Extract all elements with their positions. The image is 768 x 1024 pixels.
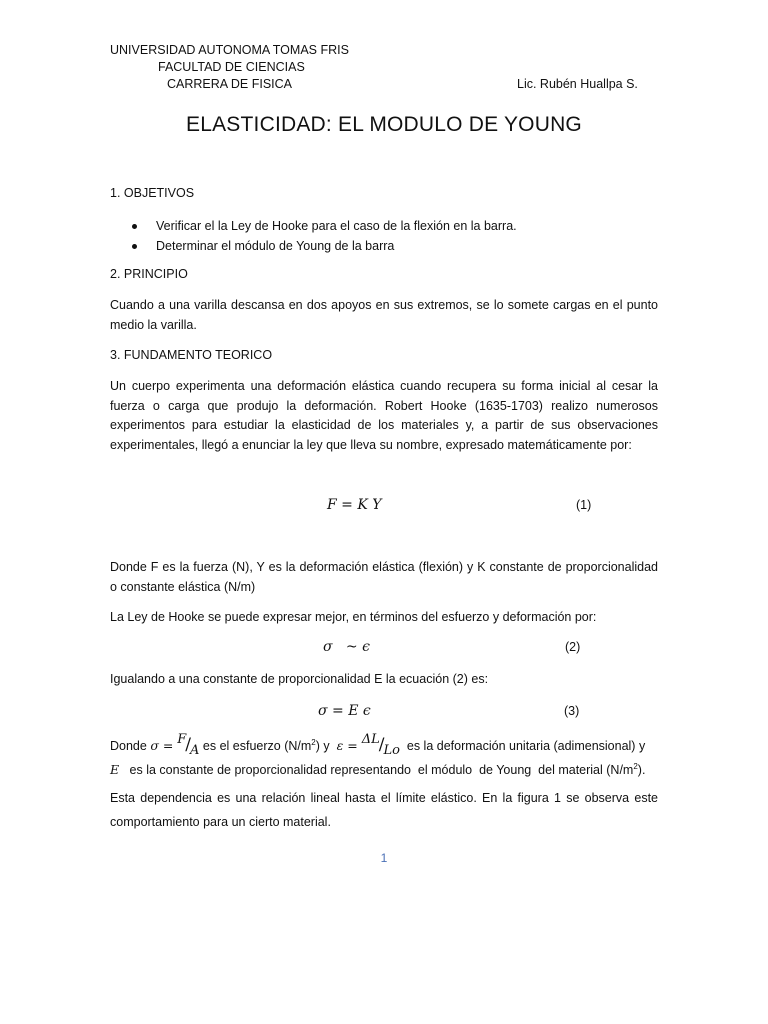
header-career: CARRERA DE FISICA: [167, 77, 293, 91]
equation-2: σ ~ ϵ: [323, 639, 370, 655]
header-author: Lic. Rubén Huallpa S.: [517, 77, 638, 91]
page-number: 1: [380, 851, 388, 865]
fraction-denominator: Lo: [383, 743, 400, 758]
text-fragment: ) y: [315, 739, 337, 753]
objectives-list: [130, 216, 517, 256]
principio-paragraph: Cuando a una varilla descansa en dos apoyos en sus extremos, se lo somete cargas en el punto medio la varilla.: [110, 298, 658, 332]
young-modulus-symbol: E: [110, 762, 120, 778]
document-title: ELASTICIDAD: EL MODULO DE YOUNG: [186, 113, 582, 136]
text-fragment: Donde: [110, 739, 151, 753]
strain-fraction: ΔL/Lo: [361, 732, 400, 758]
fraction-numerator: ΔL: [361, 732, 380, 747]
section-heading-objetivos: 1. OBJETIVOS: [110, 186, 195, 200]
equation-3: σ = E ϵ: [318, 703, 371, 719]
stress-fraction: F/A: [177, 732, 200, 758]
fraction-numerator: F: [177, 732, 187, 747]
equation-1-number: (1): [576, 498, 592, 512]
text-fragment: es la deformación unitaria (adimensional) y: [399, 739, 646, 753]
list-item: Determinar el módulo de Young de la barra: [130, 236, 517, 256]
epsilon-symbol: ε =: [336, 738, 362, 753]
fundamento-paragraph-5-line-1: [110, 732, 646, 758]
fundamento-paragraph-3: La Ley de Hooke se puede expresar mejor, en términos del esfuerzo y deformación por:: [110, 610, 597, 624]
list-item: Verificar el la Ley de Hooke para el caso de la flexión en la barra.: [130, 216, 517, 236]
equation-1: F = K Y: [327, 497, 382, 513]
superscript: 2: [311, 737, 316, 747]
text-fragment: es la constante de proporcionalidad representando el módulo de Young del material (N/m: [119, 763, 634, 778]
equation-2-number: (2): [565, 640, 581, 654]
sigma-symbol: σ =: [150, 738, 178, 753]
fundamento-paragraph-5-line-3: Esta dependencia es una relación lineal hasta el límite elástico. En la figura 1 se observa este comportamiento para un cierto material.: [110, 791, 658, 829]
text-fragment: ).: [637, 763, 646, 778]
fundamento-paragraph-5-line-2: [110, 762, 645, 777]
text-fragment: es el esfuerzo (N/m: [199, 739, 312, 753]
equation-3-number: (3): [564, 704, 580, 718]
superscript: 2: [633, 762, 638, 771]
section-heading-principio: 2. PRINCIPIO: [110, 267, 188, 281]
section-heading-fundamento: 3. FUNDAMENTO TEORICO: [110, 348, 273, 362]
fundamento-paragraph-2: Donde F es la fuerza (N), Y es la deformación elástica (flexión) y K constante de proporcionalidad o constante elástica (N/m): [110, 560, 658, 594]
fundamento-paragraph-4: Igualando a una constante de proporcionalidad E la ecuación (2) es:: [110, 672, 489, 686]
header-university: UNIVERSIDAD AUTONOMA TOMAS FRIS: [110, 43, 349, 57]
fundamento-paragraph-1: Un cuerpo experimenta una deformación elástica cuando recupera su forma inicial al cesar la fuerza o carga que produjo la deformación. Robert Hooke (1635-1703) realizo numerosos experimentos para estudiar la elasticidad de los materiales y, a partir de sus observaciones experimentales, llegó a enunciar la ley que lleva su nombre, expresado matemáticamente por:: [110, 379, 658, 452]
fraction-denominator: A: [190, 743, 200, 758]
header-faculty: FACULTAD DE CIENCIAS: [158, 60, 305, 74]
